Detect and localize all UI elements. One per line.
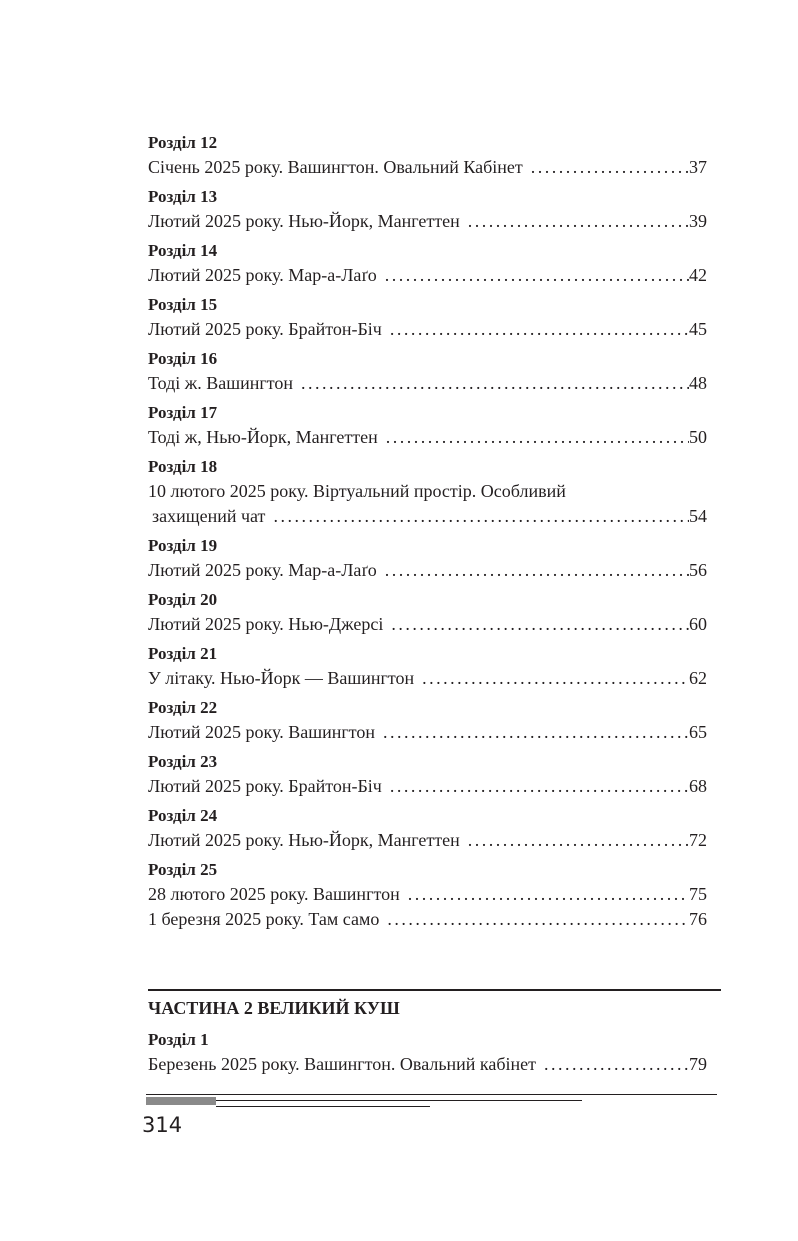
toc-line [148,209,707,234]
entry-page: 76 [689,909,707,929]
toc-entry [148,401,707,450]
table-of-contents [148,131,707,937]
entry-page: 50 [689,427,707,447]
entry-title: Лютий 2025 року. Нью-Йорк, Мангеттен [148,211,460,231]
footer-rule [146,1094,717,1095]
toc-entry [148,1028,707,1077]
chapter-heading: Розділ 13 [148,187,218,206]
toc-line [148,1052,707,1077]
entry-title: захищений чат [152,506,266,526]
chapter-heading: Розділ 14 [148,241,218,260]
dot-leader [293,371,689,396]
entry-page: 48 [689,373,707,393]
entry-page: 60 [689,614,707,634]
dot-leader [414,666,689,691]
part-table-of-contents [148,1028,707,1082]
entry-page: 54 [689,506,707,526]
entry-page: 37 [689,157,707,177]
entry-title: Лютий 2025 року. Мар-а-Лаґо [148,265,377,285]
toc-entry [148,750,707,799]
toc-line [148,504,707,529]
dot-leader [265,504,689,529]
toc-line [148,774,707,799]
chapter-heading: Розділ 23 [148,752,218,771]
dot-leader [460,209,689,234]
chapter-heading: Розділ 20 [148,590,218,609]
toc-entry [148,131,707,180]
entry-title: Березень 2025 року. Вашингтон. Овальний кабінет [148,1054,537,1074]
chapter-heading: Розділ 22 [148,698,218,717]
chapter-heading: Розділ 21 [148,644,218,663]
toc-line [148,263,707,288]
dot-leader [460,828,689,853]
toc-entry [148,239,707,288]
entry-page: 75 [689,884,707,904]
chapter-heading: Розділ 25 [148,860,218,879]
entry-page: 68 [689,776,707,796]
dot-leader [382,774,689,799]
toc-entry [148,804,707,853]
entry-title: У літаку. Нью-Йорк — Вашингтон [148,668,415,688]
entry-title: Тоді ж. Вашингтон [148,373,293,393]
toc-line [148,666,707,691]
dot-leader [377,558,689,583]
entry-page: 45 [689,319,707,339]
entry-page: 65 [689,722,707,742]
entry-title: Тоді ж, Нью-Йорк, Мангеттен [148,427,378,447]
toc-line [148,882,707,907]
entry-page: 39 [689,211,707,231]
toc-line [148,612,707,637]
toc-line [148,155,707,180]
part-title: ЧАСТИНА 2 ВЕЛИКИЙ КУШ [148,998,400,1018]
chapter-heading: Розділ 16 [148,349,218,368]
dot-leader [377,263,689,288]
part-divider [148,989,721,991]
toc-line [148,828,707,853]
entry-title: Січень 2025 року. Вашингтон. Овальний Кабінет [148,157,523,177]
toc-entry [148,534,707,583]
toc-entry [148,455,707,529]
toc-entry [148,185,707,234]
dot-leader [536,1052,689,1077]
chapter-heading: Розділ 17 [148,403,218,422]
chapter-heading: Розділ 18 [148,457,218,476]
toc-line [148,558,707,583]
toc-entry [148,347,707,396]
toc-line [148,907,707,932]
entry-title-line1: 10 лютого 2025 року. Віртуальний простір. Особливий [148,481,566,501]
toc-line [148,720,707,745]
footer-rule [216,1106,430,1107]
entry-page: 72 [689,830,707,850]
toc-line [148,425,707,450]
toc-line [148,371,707,396]
toc-line [148,317,707,342]
entry-title: Лютий 2025 року. Брайтон-Біч [148,319,382,339]
dot-leader [379,907,689,932]
entry-title: 1 березня 2025 року. Там само [148,909,380,929]
entry-title: Лютий 2025 року. Мар-а-Лаґо [148,560,377,580]
dot-leader [400,882,689,907]
toc-entry [148,293,707,342]
chapter-heading: Розділ 1 [148,1030,209,1049]
entry-page: 42 [689,265,707,285]
entry-title: Лютий 2025 року. Нью-Йорк, Мангеттен [148,830,460,850]
toc-entry [148,696,707,745]
entry-title: Лютий 2025 року. Вашингтон [148,722,376,742]
entry-page: 79 [689,1054,707,1074]
dot-leader [382,317,689,342]
dot-leader [383,612,689,637]
entry-title: Лютий 2025 року. Брайтон-Біч [148,776,382,796]
toc-entry [148,642,707,691]
entry-title: 28 лютого 2025 року. Вашингтон [148,884,400,904]
toc-entry [148,588,707,637]
dot-leader [523,155,689,180]
entry-page: 62 [689,668,707,688]
chapter-heading: Розділ 24 [148,806,218,825]
chapter-heading: Розділ 12 [148,133,218,152]
footer-rule [216,1100,582,1101]
dot-leader [375,720,689,745]
toc-entry [148,858,707,932]
entry-title: Лютий 2025 року. Нью-Джерсі [148,614,384,634]
chapter-heading: Розділ 15 [148,295,218,314]
dot-leader [378,425,689,450]
page-number: 314 [142,1113,183,1137]
footer-accent-bar [146,1097,216,1105]
entry-page: 56 [689,560,707,580]
chapter-heading: Розділ 19 [148,536,218,555]
